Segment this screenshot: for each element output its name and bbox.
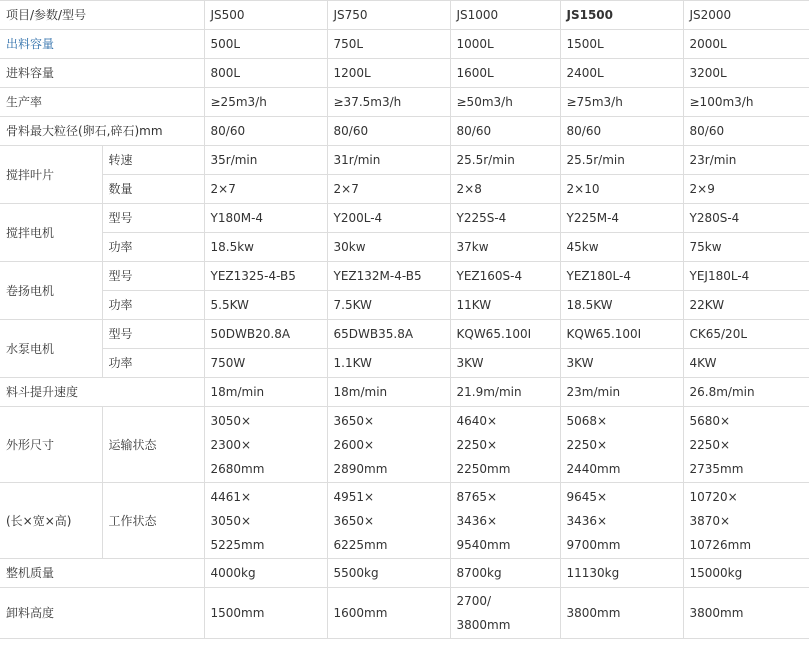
model-header: JS1000 — [450, 1, 560, 30]
value-line: 8765× — [456, 489, 498, 504]
value-line: 3436× — [566, 513, 608, 528]
value-cell: 22KW — [683, 291, 809, 320]
value-cell: 45kw — [560, 233, 683, 262]
sub-label: 型号 — [102, 320, 204, 349]
value-cell — [327, 483, 450, 559]
value-cell: 15000kg — [683, 559, 809, 588]
value-line: 2890mm — [333, 461, 388, 476]
value-line: 5680× — [689, 413, 731, 428]
value-cell: 7.5KW — [327, 291, 450, 320]
sub-label: 功率 — [102, 233, 204, 262]
value-cell: 5.5KW — [204, 291, 327, 320]
row-label: 卸料高度 — [0, 588, 204, 639]
value-cell — [204, 483, 327, 559]
value-cell: 25.5r/min — [450, 146, 560, 175]
value-cell: 50DWB20.8A — [204, 320, 327, 349]
value-line: 10720× — [689, 489, 738, 504]
value-cell: KQW65.100I — [560, 320, 683, 349]
value-line: 3870× — [689, 513, 731, 528]
value-cell: 80/60 — [560, 117, 683, 146]
value-cell: 80/60 — [683, 117, 809, 146]
value-cell: 65DWB35.8A — [327, 320, 450, 349]
value-line: 2680mm — [210, 461, 265, 476]
value-cell: ≥75m3/h — [560, 88, 683, 117]
table-row — [0, 146, 809, 175]
row-label: 出料容量 — [0, 30, 204, 59]
value-cell: 5500kg — [327, 559, 450, 588]
value-cell: 750L — [327, 30, 450, 59]
value-line: 10726mm — [689, 537, 752, 552]
value-cell — [683, 407, 809, 483]
value-line: 5068× — [566, 413, 608, 428]
value-line: 2440mm — [566, 461, 621, 476]
value-cell: ≥37.5m3/h — [327, 88, 450, 117]
value-cell: 11KW — [450, 291, 560, 320]
table-row — [0, 320, 809, 349]
value-line: 4951× — [333, 489, 375, 504]
value-line: 9645× — [566, 489, 608, 504]
sub-label: 型号 — [102, 204, 204, 233]
value-cell: 800L — [204, 59, 327, 88]
value-cell — [683, 483, 809, 559]
value-line: 4461× — [210, 489, 252, 504]
value-cell: 30kw — [327, 233, 450, 262]
model-header: JS2000 — [683, 1, 809, 30]
value-cell: 4KW — [683, 349, 809, 378]
value-cell: 80/60 — [450, 117, 560, 146]
value-cell: Y225S-4 — [450, 204, 560, 233]
value-line: 3050× — [210, 513, 252, 528]
value-cell: 1500L — [560, 30, 683, 59]
table-row — [0, 1, 809, 30]
table-row — [0, 588, 809, 639]
value-cell — [560, 407, 683, 483]
value-cell — [450, 588, 560, 639]
table-row — [0, 88, 809, 117]
value-cell: ≥25m3/h — [204, 88, 327, 117]
value-cell: 25.5r/min — [560, 146, 683, 175]
group-label: 外形尺寸 — [0, 407, 102, 483]
value-cell: YEZ132M-4-B5 — [327, 262, 450, 291]
table-row — [0, 262, 809, 291]
value-cell: 37kw — [450, 233, 560, 262]
value-line: 2250× — [566, 437, 608, 452]
value-cell — [560, 588, 683, 639]
value-cell: 2400L — [560, 59, 683, 88]
value-cell: Y200L-4 — [327, 204, 450, 233]
table-row — [0, 407, 809, 483]
row-label: 料斗提升速度 — [0, 378, 204, 407]
sub-label: 转速 — [102, 146, 204, 175]
value-line: 2700/ — [456, 594, 492, 608]
value-line: 6225mm — [333, 537, 388, 552]
value-cell: 500L — [204, 30, 327, 59]
value-cell: YEZ160S-4 — [450, 262, 560, 291]
value-cell: 2×7 — [327, 175, 450, 204]
value-line: 3436× — [456, 513, 498, 528]
value-line: 4640× — [456, 413, 498, 428]
value-line: 2300× — [210, 437, 252, 452]
value-line: 2735mm — [689, 461, 744, 476]
value-cell — [327, 407, 450, 483]
table-row — [0, 233, 809, 262]
value-cell: 3200L — [683, 59, 809, 88]
value-cell: 23m/min — [560, 378, 683, 407]
value-line: 2250mm — [456, 461, 511, 476]
value-cell — [204, 407, 327, 483]
value-cell: 21.9m/min — [450, 378, 560, 407]
value-cell: 80/60 — [204, 117, 327, 146]
value-cell: 1200L — [327, 59, 450, 88]
value-cell: 31r/min — [327, 146, 450, 175]
value-line: 3800mm — [456, 618, 511, 632]
table-row — [0, 175, 809, 204]
value-cell: YEZ180L-4 — [560, 262, 683, 291]
value-line: 3650× — [333, 413, 375, 428]
value-cell: 3KW — [560, 349, 683, 378]
value-cell: YEZ1325-4-B5 — [204, 262, 327, 291]
value-cell: 4000kg — [204, 559, 327, 588]
table-row — [0, 483, 809, 559]
value-cell: 2000L — [683, 30, 809, 59]
value-cell: 18m/min — [204, 378, 327, 407]
table-row — [0, 378, 809, 407]
value-line: 2250× — [456, 437, 498, 452]
value-cell — [204, 588, 327, 639]
value-cell: 35r/min — [204, 146, 327, 175]
value-cell: 750W — [204, 349, 327, 378]
value-cell: ≥50m3/h — [450, 88, 560, 117]
value-cell: 18m/min — [327, 378, 450, 407]
value-cell: 8700kg — [450, 559, 560, 588]
value-cell: Y280S-4 — [683, 204, 809, 233]
value-line: 9540mm — [456, 537, 511, 552]
value-line: 1600mm — [333, 606, 388, 620]
table-row — [0, 204, 809, 233]
value-cell: 1.1KW — [327, 349, 450, 378]
value-cell: 26.8m/min — [683, 378, 809, 407]
value-cell: 2×7 — [204, 175, 327, 204]
model-header: JS1500 — [560, 1, 683, 30]
value-cell — [560, 483, 683, 559]
value-cell: Y180M-4 — [204, 204, 327, 233]
value-cell: 18.5KW — [560, 291, 683, 320]
value-cell: 23r/min — [683, 146, 809, 175]
table-row — [0, 349, 809, 378]
table-row — [0, 559, 809, 588]
value-cell — [450, 407, 560, 483]
value-cell: 80/60 — [327, 117, 450, 146]
value-cell: CK65/20L — [683, 320, 809, 349]
row-label: 生产率 — [0, 88, 204, 117]
value-line: 3050× — [210, 413, 252, 428]
value-line: 3650× — [333, 513, 375, 528]
value-cell: 2×10 — [560, 175, 683, 204]
value-cell — [683, 588, 809, 639]
table-row — [0, 59, 809, 88]
row-label: 骨料最大粒径(卵石,碎石)mm — [0, 117, 204, 146]
group-label: 水泵电机 — [0, 320, 102, 378]
group-label: (长×宽×高) — [0, 483, 102, 559]
value-cell: 2×8 — [450, 175, 560, 204]
value-cell: 1600L — [450, 59, 560, 88]
table-row — [0, 30, 809, 59]
group-label: 搅拌叶片 — [0, 146, 102, 204]
value-line: 5225mm — [210, 537, 265, 552]
sub-label: 数量 — [102, 175, 204, 204]
row-label: 整机质量 — [0, 559, 204, 588]
value-cell: 2×9 — [683, 175, 809, 204]
value-cell: YEJ180L-4 — [683, 262, 809, 291]
sub-label: 工作状态 — [102, 483, 204, 559]
value-cell: 75kw — [683, 233, 809, 262]
value-line: 2250× — [689, 437, 731, 452]
table-row — [0, 291, 809, 320]
sub-label: 型号 — [102, 262, 204, 291]
value-cell — [327, 588, 450, 639]
row-label: 进料容量 — [0, 59, 204, 88]
value-cell: KQW65.100I — [450, 320, 560, 349]
sub-label: 运输状态 — [102, 407, 204, 483]
model-header: JS500 — [204, 1, 327, 30]
value-cell — [450, 483, 560, 559]
value-cell: 18.5kw — [204, 233, 327, 262]
sub-label: 功率 — [102, 349, 204, 378]
value-line: 3800mm — [689, 606, 744, 620]
value-line: 2600× — [333, 437, 375, 452]
table-row — [0, 117, 809, 146]
model-header: JS750 — [327, 1, 450, 30]
header-label: 项目/参数/型号 — [0, 1, 204, 30]
value-cell: Y225M-4 — [560, 204, 683, 233]
value-line: 9700mm — [566, 537, 621, 552]
value-line: 3800mm — [566, 606, 621, 620]
group-label: 卷扬电机 — [0, 262, 102, 320]
sub-label: 功率 — [102, 291, 204, 320]
value-line: 1500mm — [210, 606, 265, 620]
value-cell: 3KW — [450, 349, 560, 378]
group-label: 搅拌电机 — [0, 204, 102, 262]
value-cell: 11130kg — [560, 559, 683, 588]
value-cell: ≥100m3/h — [683, 88, 809, 117]
value-cell: 1000L — [450, 30, 560, 59]
